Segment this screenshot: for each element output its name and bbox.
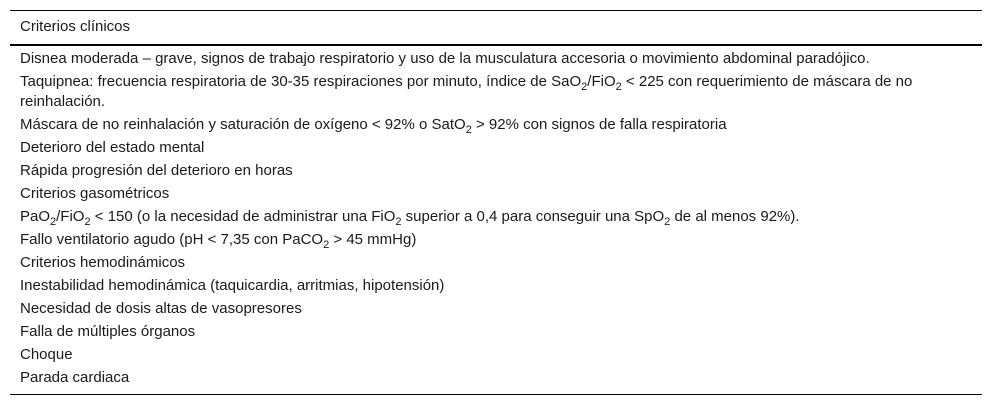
- table-header-cell: Criterios clínicos: [10, 11, 982, 46]
- table-cell: [10, 183, 982, 206]
- cell-text: /FiO: [587, 73, 616, 90]
- table-cell: [10, 367, 982, 395]
- cell-text: Criterios hemodinámicos: [20, 254, 186, 271]
- table-row: [10, 71, 982, 114]
- table-cell: [10, 137, 982, 160]
- table-row: [10, 344, 982, 367]
- table-cell: [10, 114, 982, 137]
- table-row: [10, 160, 982, 183]
- subscript-text: 2: [50, 216, 57, 228]
- cell-text: superior a 0,4 para conseguir una SpO: [401, 208, 665, 225]
- cell-text: Choque: [20, 346, 73, 363]
- cell-text: < 225 con requerimiento de máscara de no reinhalación.: [20, 73, 913, 110]
- cell-text: Necesidad de dosis altas de vasopresores: [20, 300, 302, 317]
- table-row: [10, 206, 982, 229]
- cell-text: Parada cardiaca: [20, 369, 130, 386]
- table-cell: [10, 206, 982, 229]
- subscript-text: 2: [395, 216, 402, 228]
- cell-text: Taquipnea: frecuencia respiratoria de 30-35 respiraciones por minuto, índice de SaO: [20, 73, 582, 90]
- table-row: [10, 45, 982, 71]
- table-cell: [10, 298, 982, 321]
- table-row: [10, 137, 982, 160]
- cell-text: Máscara de no reinhalación y saturación de oxígeno < 92% o SatO: [20, 116, 466, 133]
- table-row: [10, 321, 982, 344]
- cell-text: /FiO: [56, 208, 85, 225]
- subscript-text: 2: [581, 81, 588, 93]
- cell-text: Falla de múltiples órganos: [20, 323, 196, 340]
- cell-text: Inestabilidad hemodinámica (taquicardia, arritmias, hipotensión): [20, 277, 445, 294]
- subscript-text: 2: [615, 81, 622, 93]
- cell-text: de al menos 92%).: [670, 208, 800, 225]
- cell-text: PaO: [20, 208, 51, 225]
- table-cell: [10, 45, 982, 71]
- subscript-text: 2: [323, 239, 330, 251]
- table-row: [10, 367, 982, 395]
- table-row: [10, 183, 982, 206]
- table-body: [10, 45, 982, 395]
- subscript-text: 2: [465, 124, 472, 136]
- cell-text: < 150 (o la necesidad de administrar una FiO: [90, 208, 396, 225]
- table-header-row: [10, 11, 982, 46]
- table-cell: [10, 71, 982, 114]
- table-cell: [10, 275, 982, 298]
- subscript-text: 2: [84, 216, 91, 228]
- table-cell: [10, 344, 982, 367]
- cell-text: > 45 mmHg): [329, 231, 417, 248]
- cell-text: Deterioro del estado mental: [20, 139, 205, 156]
- table-cell: [10, 229, 982, 252]
- table-cell: [10, 321, 982, 344]
- cell-text: Criterios gasométricos: [20, 185, 170, 202]
- table-row: [10, 229, 982, 252]
- criteria-table-container: [10, 10, 982, 395]
- table-row: [10, 275, 982, 298]
- cell-text: Fallo ventilatorio agudo (pH < 7,35 con PaCO: [20, 231, 324, 248]
- cell-text: > 92% con signos de falla respiratoria: [471, 116, 727, 133]
- table-cell: [10, 160, 982, 183]
- cell-text: Disnea moderada – grave, signos de trabajo respiratorio y uso de la musculatura accesoria o movimiento abdominal paradójico.: [20, 50, 870, 67]
- table-row: [10, 252, 982, 275]
- cell-text: Rápida progresión del deterioro en horas: [20, 162, 293, 179]
- subscript-text: 2: [664, 216, 671, 228]
- table-row: [10, 114, 982, 137]
- table-row: [10, 298, 982, 321]
- table-cell: [10, 252, 982, 275]
- clinical-criteria-table: [10, 10, 982, 395]
